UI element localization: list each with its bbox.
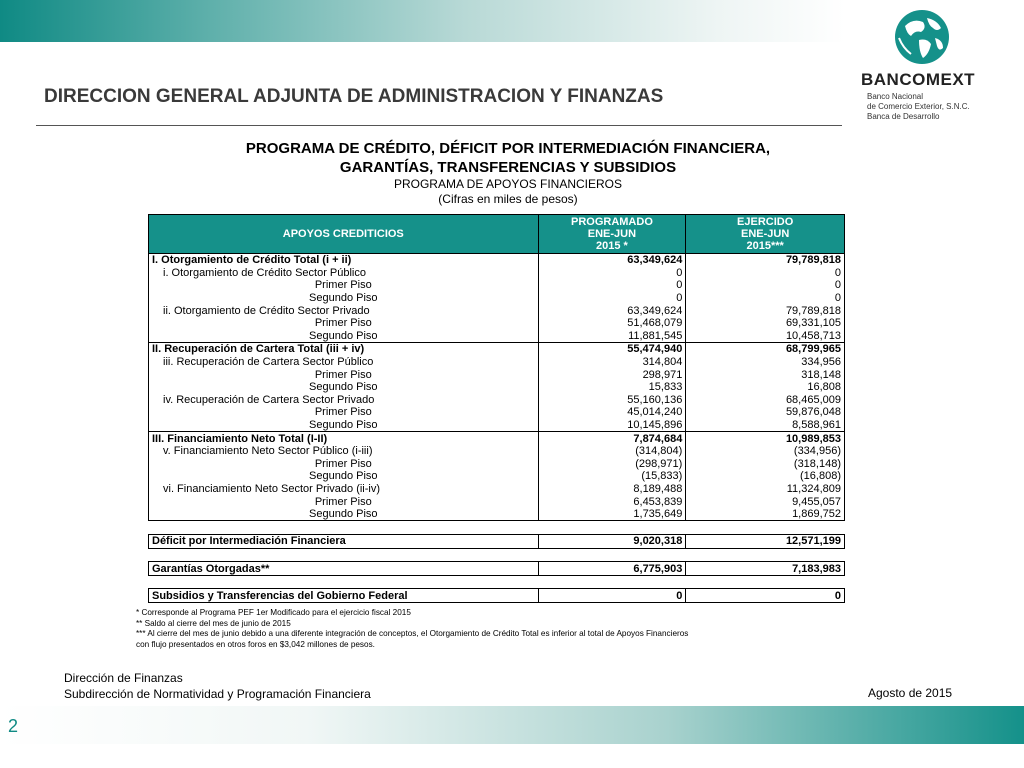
table-row (149, 279, 845, 292)
ejercido-value: (16,808) (686, 470, 845, 483)
footer-date: Agosto de 2015 (868, 686, 953, 700)
footer-line-2: Subdirección de Normatividad y Programación Financiera (64, 687, 371, 701)
spacer-cell (149, 575, 845, 589)
table-row (149, 304, 845, 317)
ejercido-value: 0 (686, 292, 845, 305)
programado-value: 55,160,136 (538, 394, 686, 407)
subtitle-line-1: PROGRAMA DE APOYOS FINANCIEROS (393, 177, 623, 191)
table-row (149, 495, 845, 508)
row-label: I. Otorgamiento de Crédito Total (i + ii) (149, 254, 539, 267)
summary-label: Déficit por Intermediación Financiera (149, 535, 539, 549)
ejercido-value: 10,989,853 (686, 432, 845, 445)
table-row (149, 343, 845, 356)
title-block (150, 139, 866, 207)
programado-value: 0 (538, 279, 686, 292)
programado-value: 6,453,839 (538, 495, 686, 508)
table-row (149, 419, 845, 432)
row-label: iii. Recuperación de Cartera Sector Público (149, 356, 539, 369)
ejercido-value: 79,789,818 (686, 304, 845, 317)
ejercido-value: 8,588,961 (686, 419, 845, 432)
row-label: iv. Recuperación de Cartera Sector Privado (149, 394, 539, 407)
summary-programado: 0 (538, 589, 686, 603)
footer-department (64, 670, 371, 702)
programado-value: 7,874,684 (538, 432, 686, 445)
bottom-color-band (0, 706, 1024, 744)
ejercido-value: (334,956) (686, 445, 845, 458)
summary-row (149, 589, 845, 603)
ejercido-value: 11,324,809 (686, 483, 845, 496)
row-label: Segundo Piso (149, 508, 539, 521)
programado-value: 8,189,488 (538, 483, 686, 496)
summary-row (149, 562, 845, 576)
row-label: ii. Otorgamiento de Crédito Sector Privado (149, 304, 539, 317)
header-ejercido: EJERCIDO ENE-JUN 2015*** (686, 215, 845, 254)
ejercido-value: (318,148) (686, 458, 845, 471)
bancomext-logo (855, 8, 1015, 123)
title-line-2: GARANTÍAS, TRANSFERENCIAS Y SUBSIDIOS (339, 159, 677, 176)
logo-line: Banca de Desarrollo (867, 112, 940, 121)
row-label: vi. Financiamiento Neto Sector Privado (ii-iv) (149, 483, 539, 496)
summary-row (149, 535, 845, 549)
summary-ejercido: 7,183,983 (686, 562, 845, 576)
programado-value: 63,349,624 (538, 254, 686, 267)
programado-value: (298,971) (538, 458, 686, 471)
ejercido-value: 0 (686, 279, 845, 292)
financial-table (148, 214, 845, 603)
ejercido-value: 0 (686, 267, 845, 280)
footnote: *** Al cierre del mes de junio debido a una diferente integración de conceptos, el Otorgamiento de Crédito Total es inferior al total de Apoyos Financieros (136, 629, 689, 638)
programado-value: 0 (538, 267, 686, 280)
header-programado: PROGRAMADO ENE-JUN 2015 * (538, 215, 686, 254)
ejercido-value: 68,799,965 (686, 343, 845, 356)
table-row (149, 406, 845, 419)
table-row (149, 470, 845, 483)
row-label: Segundo Piso (149, 470, 539, 483)
header-apoyos: APOYOS CREDITICIOS (149, 215, 539, 254)
row-label: Primer Piso (149, 368, 539, 381)
row-label: Primer Piso (149, 406, 539, 419)
table-row (149, 381, 845, 394)
summary-programado: 6,775,903 (538, 562, 686, 576)
table-row (149, 317, 845, 330)
table-row (149, 458, 845, 471)
summary-ejercido: 12,571,199 (686, 535, 845, 549)
subtitle-line-2: (Cifras en miles de pesos) (438, 192, 578, 206)
programado-value: 0 (538, 292, 686, 305)
row-label: Primer Piso (149, 458, 539, 471)
title-line-1: PROGRAMA DE CRÉDITO, DÉFICIT POR INTERMEDIACIÓN FINANCIERA, (245, 140, 771, 157)
programado-value: 45,014,240 (538, 406, 686, 419)
summary-label: Garantías Otorgadas** (149, 562, 539, 576)
footer-line-1: Dirección de Finanzas (64, 671, 183, 685)
ejercido-value: 68,465,009 (686, 394, 845, 407)
spacer-cell (149, 548, 845, 562)
page-number: 2 (8, 716, 19, 736)
table-row (149, 254, 845, 267)
footnote: * Corresponde al Programa PEF 1er Modificado para el ejercicio fiscal 2015 (136, 608, 411, 617)
row-label: Primer Piso (149, 317, 539, 330)
summary-label: Subsidios y Transferencias del Gobierno Federal (149, 589, 539, 603)
header-title: DIRECCION GENERAL ADJUNTA DE ADMINISTRACION Y FINANZAS (44, 86, 664, 107)
spacer-cell (149, 521, 845, 535)
table-row (149, 356, 845, 369)
table-row (149, 330, 845, 343)
ejercido-value: 79,789,818 (686, 254, 845, 267)
logo-line: Banco Nacional (867, 92, 924, 101)
ejercido-value: 16,808 (686, 381, 845, 394)
ejercido-value: 9,455,057 (686, 495, 845, 508)
ejercido-value: 318,148 (686, 368, 845, 381)
programado-value: 11,881,545 (538, 330, 686, 343)
programado-value: 55,474,940 (538, 343, 686, 356)
row-label: v. Financiamiento Neto Sector Público (i-iii) (149, 445, 539, 458)
ejercido-value: 69,331,105 (686, 317, 845, 330)
summary-ejercido: 0 (686, 589, 845, 603)
logo-name: BANCOMEXT (861, 70, 976, 89)
programado-value: 63,349,624 (538, 304, 686, 317)
programado-value: 15,833 (538, 381, 686, 394)
programado-value: 10,145,896 (538, 419, 686, 432)
row-label: Segundo Piso (149, 292, 539, 305)
row-label: Segundo Piso (149, 381, 539, 394)
footnote: ** Saldo al cierre del mes de junio de 2015 (136, 618, 291, 628)
table-row (149, 483, 845, 496)
programado-value: (314,804) (538, 445, 686, 458)
table-row (149, 267, 845, 280)
ejercido-value: 59,876,048 (686, 406, 845, 419)
ejercido-value: 334,956 (686, 356, 845, 369)
logo-line: de Comercio Exterior, S.N.C. (867, 102, 970, 111)
footnotes (136, 608, 876, 650)
summary-programado: 9,020,318 (538, 535, 686, 549)
table-row (149, 432, 845, 445)
row-label: II. Recuperación de Cartera Total (iii + iv) (149, 343, 539, 356)
row-label: Primer Piso (149, 279, 539, 292)
table-row (149, 368, 845, 381)
header-divider (36, 125, 842, 126)
table-spacer (149, 521, 845, 535)
ejercido-value: 10,458,713 (686, 330, 845, 343)
top-color-band (0, 0, 845, 42)
programado-value: 1,735,649 (538, 508, 686, 521)
table-spacer (149, 548, 845, 562)
table-row (149, 508, 845, 521)
programado-value: (15,833) (538, 470, 686, 483)
row-label: III. Financiamiento Neto Total (I-II) (149, 432, 539, 445)
row-label: Segundo Piso (149, 330, 539, 343)
programado-value: 51,468,079 (538, 317, 686, 330)
programado-value: 298,971 (538, 368, 686, 381)
globe-logo-icon (893, 8, 951, 66)
table-row (149, 445, 845, 458)
programado-value: 314,804 (538, 356, 686, 369)
footnote: con flujo presentados en otros foros en $3,042 millones de pesos. (136, 639, 375, 649)
table-spacer (149, 575, 845, 589)
table-row (149, 394, 845, 407)
row-label: Segundo Piso (149, 419, 539, 432)
table-row (149, 292, 845, 305)
row-label: Primer Piso (149, 495, 539, 508)
ejercido-value: 1,869,752 (686, 508, 845, 521)
row-label: i. Otorgamiento de Crédito Sector Público (149, 267, 539, 280)
